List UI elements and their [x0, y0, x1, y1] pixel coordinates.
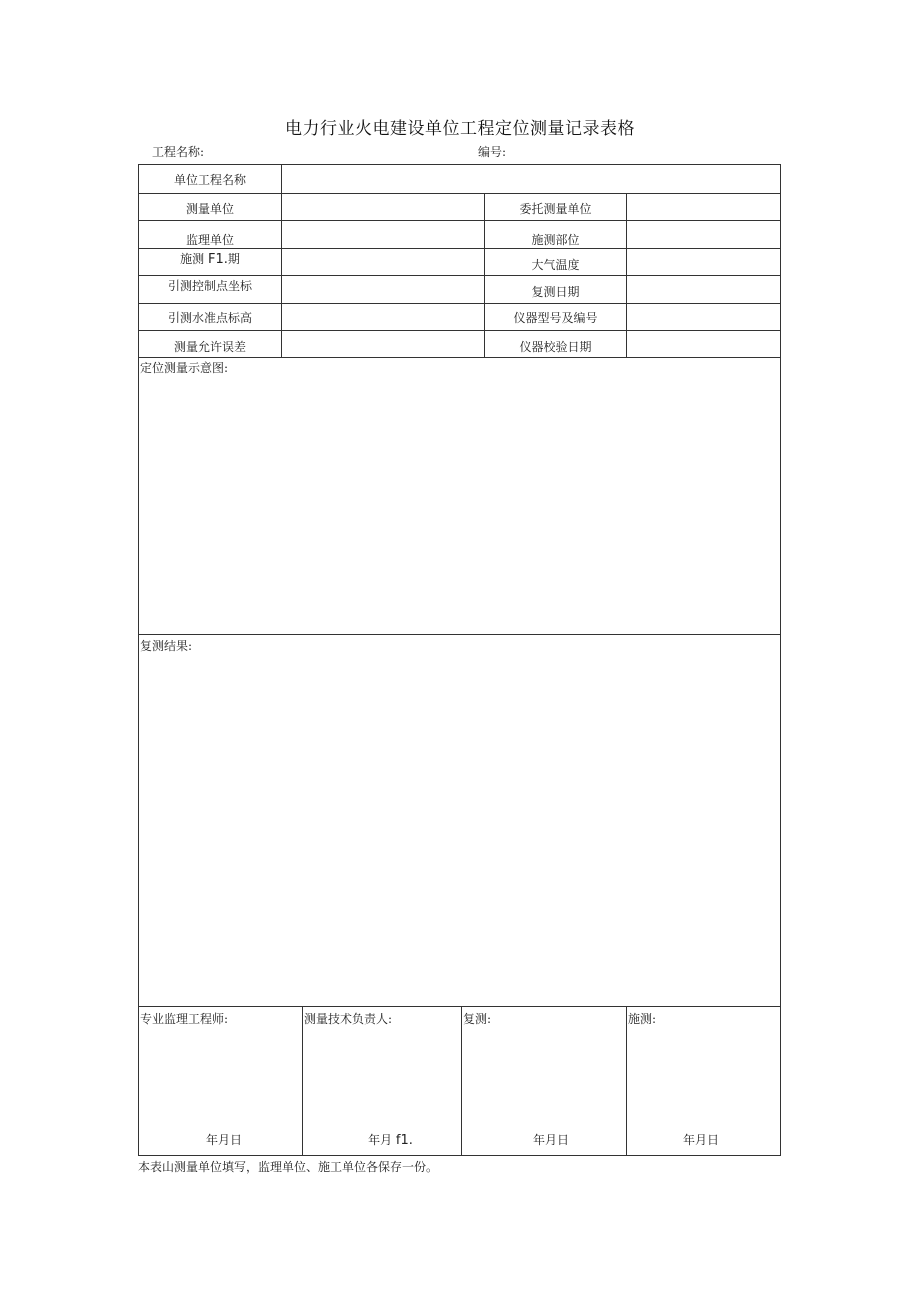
grid-line — [138, 220, 781, 221]
signature-date: 年月日 — [205, 1133, 242, 1147]
signature-date: 年月日 — [682, 1133, 719, 1147]
grid-line — [138, 1006, 781, 1007]
signature-role: 专业监理工程师: — [140, 1012, 229, 1026]
survey-location-label: 施测部位 — [531, 233, 580, 247]
survey-date-prefix: 施测 — [180, 252, 205, 266]
signature-date: 年月日 — [532, 1133, 569, 1147]
grid-line — [281, 164, 282, 358]
recheck-date-label: 复测日期 — [531, 285, 580, 299]
signature-date — [303, 1131, 478, 1148]
form-title: 电力行业火电建设单位工程定位测量记录表格 — [285, 119, 635, 139]
grid-line — [138, 303, 781, 304]
survey-date-suffix: 期 — [227, 252, 240, 266]
instrument-calibration-date-label: 仪器校验日期 — [519, 340, 592, 354]
grid-line — [138, 164, 781, 165]
diagram-section-label: 定位测量示意图: — [140, 361, 229, 375]
signature-date-ascii: f1. — [395, 1133, 413, 1148]
grid-line — [138, 357, 781, 358]
entrusted-survey-unit-label: 委托测量单位 — [519, 202, 592, 216]
unit-project-name-label: 单位工程名称 — [173, 173, 246, 187]
instrument-model-label: 仪器型号及编号 — [513, 311, 598, 325]
signature-role: 施测: — [628, 1012, 657, 1026]
control-point-coords-label: 引测控制点坐标 — [167, 279, 252, 293]
number-label: 编号: — [478, 145, 507, 159]
grid-line — [138, 275, 781, 276]
signature-role: 复测: — [463, 1012, 492, 1026]
grid-line — [138, 193, 781, 194]
survey-date-ascii: F1. — [207, 252, 228, 267]
allowable-error-label: 测量允许误差 — [173, 340, 246, 354]
recheck-result-section-label: 复测结果: — [140, 639, 193, 653]
project-name-label: 工程名称: — [152, 145, 205, 159]
grid-line — [138, 1155, 781, 1156]
footnote: 本表山测量单位填写，监理单位、施工单位各保存一份。 — [138, 1160, 439, 1174]
air-temperature-label: 大气温度 — [531, 258, 580, 272]
grid-line — [626, 193, 627, 358]
grid-line — [138, 330, 781, 331]
supervision-unit-label: 监理单位 — [185, 233, 234, 247]
grid-line — [138, 248, 781, 249]
survey-unit-label: 测量单位 — [185, 202, 234, 216]
grid-line — [484, 193, 485, 358]
signature-role: 测量技术负责人: — [304, 1012, 393, 1026]
grid-line — [780, 164, 781, 1156]
signature-date-text: 年月 — [368, 1133, 393, 1147]
grid-line — [138, 634, 781, 635]
survey-date-label — [139, 250, 281, 267]
benchmark-elevation-label: 引测水准点标高 — [167, 311, 252, 325]
